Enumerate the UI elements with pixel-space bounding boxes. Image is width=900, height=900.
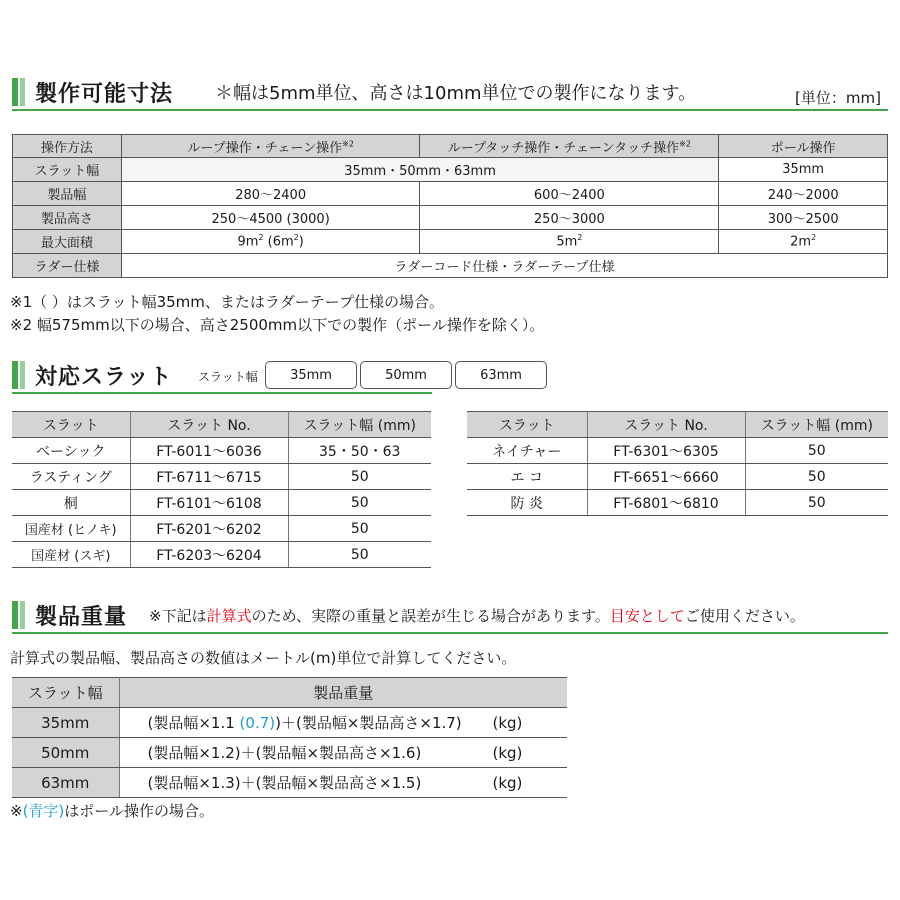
weight-table: [12, 677, 567, 798]
unit-label: [単位：mm]: [795, 89, 881, 107]
slat-table-right: [467, 411, 888, 516]
table-cell: 桐: [12, 490, 130, 516]
table-header-row: [12, 678, 567, 708]
table-row: [12, 464, 431, 490]
column-header: スラット No.: [130, 412, 288, 438]
table-cell: FT-6711～6715: [130, 464, 288, 490]
table-cell: $5m^2$: [420, 230, 719, 254]
section-title: 製品重量: [35, 604, 128, 630]
column-header: スラット No.: [587, 412, 745, 438]
row-label: スラット幅: [13, 158, 122, 182]
table-cell: FT-6011～6036: [130, 438, 288, 464]
table-row: [12, 542, 431, 568]
table-cell: ラダーコード仕様・ラダーテープ仕様: [121, 254, 887, 278]
section-header-weight: [12, 601, 805, 629]
table-cell: 50: [288, 464, 431, 490]
column-header: ループ操作・チェーン操作$^{※2}$: [121, 135, 420, 158]
table-row: [12, 438, 431, 464]
footnote: ※1（ ）はスラット幅35mm、またはラダーテープ仕様の場合。: [10, 293, 444, 311]
column-header: ポール操作: [719, 135, 888, 158]
table-cell: 50: [288, 490, 431, 516]
row-label: 63mm: [12, 768, 119, 798]
weight-intro: 計算式の製品幅、製品高さの数値はメートル(m)単位で計算してください。: [10, 649, 517, 667]
section-divider: [12, 632, 888, 634]
table-row: [12, 490, 431, 516]
table-header-row: [13, 135, 888, 158]
table-cell: 50: [288, 542, 431, 568]
section-divider: [12, 109, 888, 111]
table-row: [12, 708, 567, 738]
table-cell: 35mm: [719, 158, 888, 182]
table-cell: FT-6101～6108: [130, 490, 288, 516]
slat-width-tag: 35mm: [265, 361, 357, 389]
accent-bar: [20, 361, 25, 389]
row-label: 製品幅: [13, 182, 122, 206]
table-cell: FT-6301～6305: [587, 438, 745, 464]
table-row: [13, 206, 888, 230]
column-header: 製品重量: [119, 678, 567, 708]
table-cell: 50: [288, 516, 431, 542]
accent-bar: [12, 601, 18, 629]
table-cell: FT-6203～6204: [130, 542, 288, 568]
table-cell: 国産材 (ヒノキ): [12, 516, 130, 542]
table-cell: FT-6201～6202: [130, 516, 288, 542]
table-cell: 300～2500: [719, 206, 888, 230]
table-cell: 50: [745, 464, 888, 490]
slat-width-label: スラット幅: [198, 370, 258, 384]
table-cell: 280～2400: [121, 182, 420, 206]
row-label: 製品高さ: [13, 206, 122, 230]
table-cell: $9m^2$ $(6m^2)$: [121, 230, 420, 254]
section-divider: [12, 392, 432, 394]
dimensions-table: [12, 134, 888, 278]
table-row: [13, 230, 888, 254]
table-cell: ラスティング: [12, 464, 130, 490]
section-header-slats: [12, 361, 173, 389]
accent-bar: [12, 361, 18, 389]
column-header: スラット幅 (mm): [288, 412, 431, 438]
table-row: [13, 158, 888, 182]
row-label: ラダー仕様: [13, 254, 122, 278]
table-row: [13, 254, 888, 278]
table-cell: エ コ: [467, 464, 587, 490]
table-cell: FT-6651～6660: [587, 464, 745, 490]
column-header: ループタッチ操作・チェーンタッチ操作$^{※2}$: [420, 135, 719, 158]
slat-width-tag: 50mm: [360, 361, 452, 389]
table-cell: ネイチャー: [467, 438, 587, 464]
accent-bar: [20, 78, 25, 106]
table-cell: FT-6801～6810: [587, 490, 745, 516]
formula-cell: (製品幅×1.2)＋(製品幅×製品高さ×1.6) (kg): [119, 738, 567, 768]
row-label: 50mm: [12, 738, 119, 768]
table-row: [12, 516, 431, 542]
slat-width-tag: 63mm: [455, 361, 547, 389]
accent-bar: [20, 601, 25, 629]
table-row: [13, 182, 888, 206]
table-cell: 600～2400: [420, 182, 719, 206]
table-row: [12, 738, 567, 768]
table-cell: 35・50・63: [288, 438, 431, 464]
table-cell: 240～2000: [719, 182, 888, 206]
column-header: スラット: [12, 412, 130, 438]
formula-cell: (製品幅×1.1 (0.7))＋(製品幅×製品高さ×1.7) (kg): [119, 708, 567, 738]
column-header: 操作方法: [13, 135, 122, 158]
table-row: [12, 768, 567, 798]
table-header-row: [467, 412, 888, 438]
table-cell: 50: [745, 438, 888, 464]
table-header-row: [12, 412, 431, 438]
table-cell: 防 炎: [467, 490, 587, 516]
column-header: スラット幅: [12, 678, 119, 708]
table-row: [467, 464, 888, 490]
weight-caution-note: ※下記は計算式のため、実際の重量と誤差が生じる場合があります。目安としてご使用ください。: [149, 606, 805, 625]
table-cell: 50: [745, 490, 888, 516]
footnote: ※2 幅575mm以下の場合、高さ2500mm以下での製作（ポール操作を除く）。: [10, 316, 545, 334]
section-subtitle: ＊幅は5mm単位、高さは10mm単位での製作になります。: [215, 83, 697, 104]
table-cell: $2m^2$: [719, 230, 888, 254]
table-row: [467, 438, 888, 464]
table-row: [467, 490, 888, 516]
section-title: 製作可能寸法: [35, 81, 174, 107]
table-cell: 国産材 (スギ): [12, 542, 130, 568]
table-cell: 250～3000: [420, 206, 719, 230]
row-label: 35mm: [12, 708, 119, 738]
section-title: 対応スラット: [35, 364, 173, 390]
table-cell: 250～4500 (3000): [121, 206, 420, 230]
row-label: 最大面積: [13, 230, 122, 254]
column-header: スラット: [467, 412, 587, 438]
slat-table-left: [12, 411, 431, 568]
formula-cell: (製品幅×1.3)＋(製品幅×製品高さ×1.5) (kg): [119, 768, 567, 798]
accent-bar: [12, 78, 18, 106]
section-header-dimensions: [12, 78, 696, 106]
column-header: スラット幅 (mm): [745, 412, 888, 438]
table-cell: ベーシック: [12, 438, 130, 464]
weight-footnote: ※(青字)はポール操作の場合。: [10, 802, 214, 820]
table-cell: 35mm・50mm・63mm: [121, 158, 718, 182]
